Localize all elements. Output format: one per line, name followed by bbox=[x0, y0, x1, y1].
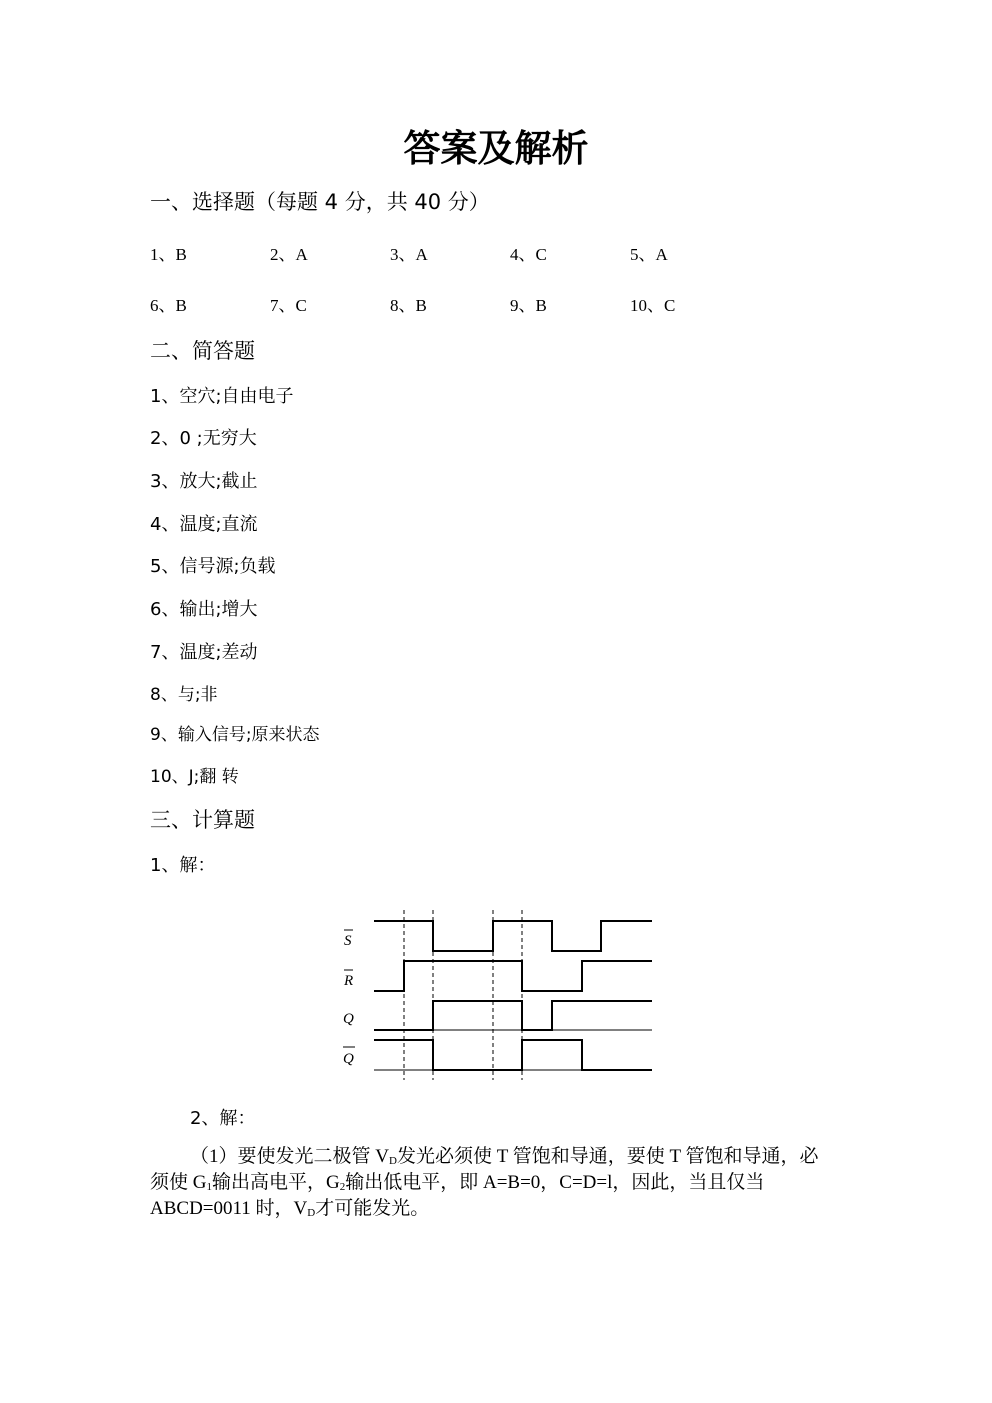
label-s-bar: S bbox=[344, 933, 352, 949]
short-answer: 5、信号源;负载 bbox=[150, 556, 276, 577]
subscript: D bbox=[307, 1207, 316, 1219]
section-heading-calculation: 三、计算题 bbox=[150, 808, 255, 832]
subscript: 1 bbox=[206, 1181, 212, 1193]
choice-answer: 2、A bbox=[270, 245, 308, 264]
waveform-q bbox=[374, 1001, 652, 1030]
question-2-label: 2、解： bbox=[190, 1108, 256, 1129]
text-run: 输出高电平，G bbox=[211, 1172, 340, 1193]
short-answer: 1、空穴;自由电子 bbox=[150, 386, 294, 407]
subscript: 2 bbox=[339, 1181, 346, 1193]
choice-answer: 9、B bbox=[510, 296, 547, 315]
section-heading-choice: 一、选择题（每题 4 分，共 40 分） bbox=[150, 190, 490, 214]
short-answer: 2、0 ;无穷大 bbox=[150, 428, 257, 449]
short-answer: 4、温度;直流 bbox=[150, 514, 258, 535]
question-2-paragraph bbox=[150, 1144, 830, 1222]
short-answer: 10、J;翻 转 bbox=[150, 767, 239, 787]
waveform-r-bar bbox=[374, 961, 652, 991]
short-answer: 9、输入信号;原来状态 bbox=[150, 725, 320, 745]
question-1-label: 1、解： bbox=[150, 855, 216, 876]
timing-diagram bbox=[330, 905, 670, 1085]
choice-answer: 3、A bbox=[390, 245, 428, 264]
choice-answer: 8、B bbox=[390, 296, 427, 315]
text-run: 输出低电平，即 A=B=0，C=D=l，因此，当且仅当 ABCD=0011 时，V bbox=[150, 1172, 765, 1219]
choice-answer: 1、B bbox=[150, 245, 187, 264]
label-q-bar: Q bbox=[343, 1051, 354, 1067]
time-markers bbox=[404, 910, 522, 1080]
waveform-s-bar bbox=[374, 921, 652, 951]
text-run: （1）要使发光二极管 V bbox=[190, 1146, 389, 1167]
choice-answer: 5、A bbox=[630, 245, 668, 264]
label-q: Q bbox=[343, 1011, 354, 1027]
short-answer: 8、与;非 bbox=[150, 685, 218, 705]
section-heading-short-answer: 二、简答题 bbox=[150, 339, 255, 363]
page-title: 答案及解析 bbox=[403, 127, 589, 170]
short-answer: 3、放大;截止 bbox=[150, 471, 258, 492]
choice-answer: 10、C bbox=[630, 296, 676, 315]
choice-answer: 6、B bbox=[150, 296, 187, 315]
label-r-bar: R bbox=[344, 973, 354, 989]
short-answer: 6、输出;增大 bbox=[150, 599, 258, 620]
choice-answer: 7、C bbox=[270, 296, 307, 315]
waveform-q-bar bbox=[374, 1040, 652, 1070]
choice-answer: 4、C bbox=[510, 245, 547, 264]
subscript: D bbox=[388, 1155, 397, 1167]
text-run: 发光必须使 T 管饱和导通，要使 T 管饱和导通，必须使 G bbox=[150, 1146, 819, 1193]
text-run: 才可能发光。 bbox=[315, 1198, 430, 1219]
short-answer: 7、温度;差动 bbox=[150, 642, 258, 663]
